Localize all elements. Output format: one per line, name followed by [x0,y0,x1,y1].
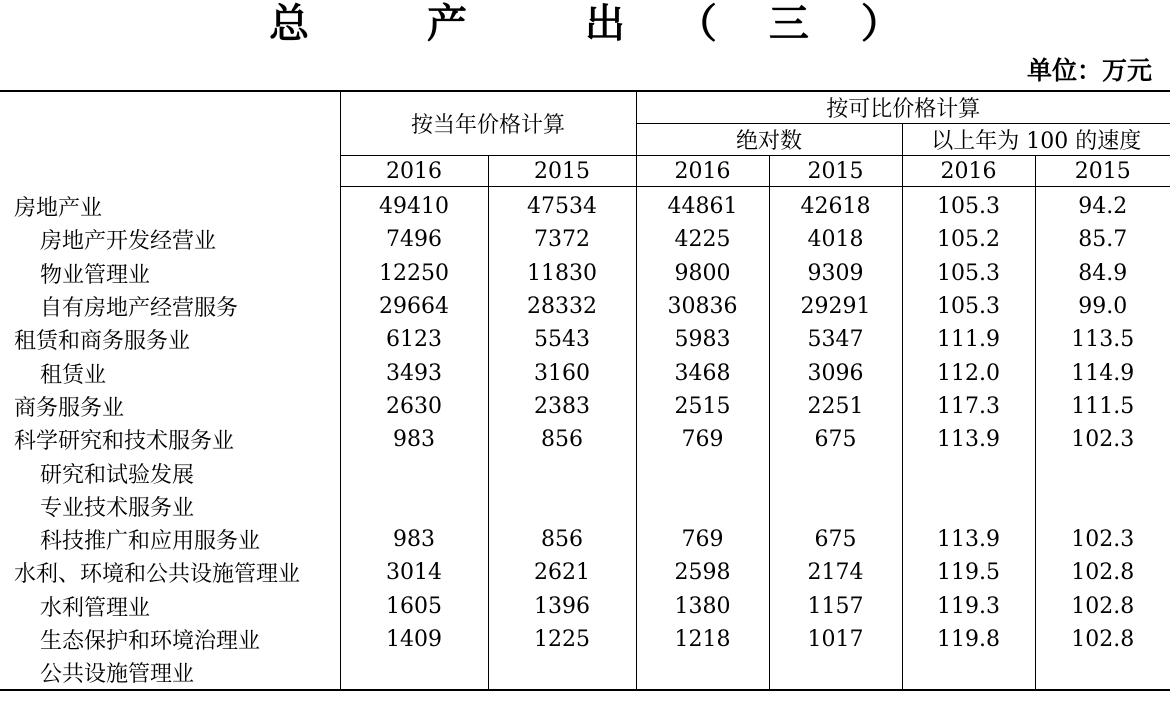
table-cell [636,656,769,690]
table-cell [769,490,902,523]
table-cell [1035,656,1170,690]
table-cell: 11830 [488,257,636,290]
table-cell: 1380 [636,590,769,623]
table-row [0,187,1170,224]
header-corner [0,91,340,187]
page-title: 总 产 出（三） [269,1,953,47]
table-cell [488,490,636,523]
table-cell: 2383 [488,390,636,423]
row-label: 科学研究和技术服务业 [14,429,235,455]
table-row [0,656,1170,690]
table-cell: 102.8 [1035,556,1170,589]
table-cell: 113.5 [1035,323,1170,356]
table-cell: 4018 [769,223,902,256]
table-cell: 1017 [769,623,902,656]
table-row [0,423,1170,456]
table-cell [902,656,1035,690]
table-cell: 3160 [488,356,636,389]
row-label: 公共设施管理业 [40,662,195,688]
row-label: 租赁和商务服务业 [14,329,191,355]
table-cell: 2251 [769,390,902,423]
header-year: 2016 [340,156,488,187]
row-label: 房地产业 [14,195,103,221]
table-cell [769,656,902,690]
table-cell: 1225 [488,623,636,656]
table-cell: 102.8 [1035,623,1170,656]
table-cell: 5983 [636,323,769,356]
table-cell: 111.5 [1035,390,1170,423]
table-row [0,556,1170,589]
table-cell: 7496 [340,223,488,256]
row-label: 科技推广和应用服务业 [40,529,261,555]
table-cell: 675 [769,523,902,556]
table-cell: 7372 [488,223,636,256]
table-cell [340,490,488,523]
header-comparable-price: 按可比价格计算 [636,91,1170,124]
table-cell: 111.9 [902,323,1035,356]
table-header [0,91,1170,187]
table-row [0,523,1170,556]
header-current-price: 按当年价格计算 [340,91,636,156]
table-cell [488,456,636,489]
table-cell: 119.8 [902,623,1035,656]
table-cell: 856 [488,423,636,456]
table-cell: 102.3 [1035,523,1170,556]
table-cell: 44861 [636,187,769,224]
header-year: 2016 [902,156,1035,187]
table-cell: 84.9 [1035,257,1170,290]
row-label: 自有房地产经营服务 [40,296,239,322]
table-cell: 29291 [769,290,902,323]
table-cell: 983 [340,423,488,456]
table-cell [1035,490,1170,523]
table-cell: 12250 [340,257,488,290]
table-cell: 1605 [340,590,488,623]
table-cell: 856 [488,523,636,556]
table-row [0,223,1170,256]
table-cell: 983 [340,523,488,556]
header-speed: 以上年为 100 的速度 [902,124,1170,156]
table-cell: 9309 [769,257,902,290]
table-cell: 769 [636,523,769,556]
table-cell: 85.7 [1035,223,1170,256]
table-cell [902,490,1035,523]
table-row [0,456,1170,489]
row-label: 专业技术服务业 [40,495,195,521]
header-absolute: 绝对数 [636,124,902,156]
table-cell: 105.3 [902,257,1035,290]
table-cell: 49410 [340,187,488,224]
table-cell: 3014 [340,556,488,589]
table-cell [902,456,1035,489]
table-cell: 119.3 [902,590,1035,623]
table-cell: 30836 [636,290,769,323]
table-cell: 1218 [636,623,769,656]
table-body [0,187,1170,691]
table-cell: 1157 [769,590,902,623]
table-row [0,356,1170,389]
row-label: 商务服务业 [14,395,125,421]
table-row [0,490,1170,523]
table-cell: 113.9 [902,523,1035,556]
table-cell: 1409 [340,623,488,656]
table-cell: 42618 [769,187,902,224]
table-cell: 5347 [769,323,902,356]
table-cell: 769 [636,423,769,456]
table-cell: 6123 [340,323,488,356]
table-cell [636,456,769,489]
table-cell: 28332 [488,290,636,323]
table-cell [636,490,769,523]
table-cell: 2598 [636,556,769,589]
unit-label: 单位：万元 [1026,56,1152,85]
table-cell [340,656,488,690]
table-row [0,590,1170,623]
output-table [0,90,1170,691]
table-row [0,323,1170,356]
table-cell: 1396 [488,590,636,623]
table-cell: 29664 [340,290,488,323]
header-year: 2015 [488,156,636,187]
table-cell: 105.2 [902,223,1035,256]
table-cell: 113.9 [902,423,1035,456]
table-cell: 3096 [769,356,902,389]
table-cell [1035,456,1170,489]
header-year: 2016 [636,156,769,187]
table-row [0,257,1170,290]
table-cell: 99.0 [1035,290,1170,323]
table-row [0,390,1170,423]
header-year: 2015 [769,156,902,187]
table-cell: 9800 [636,257,769,290]
table-cell: 2174 [769,556,902,589]
row-label: 水利管理业 [40,595,151,621]
table-cell: 119.5 [902,556,1035,589]
table-cell: 114.9 [1035,356,1170,389]
table-cell: 2630 [340,390,488,423]
table-cell: 47534 [488,187,636,224]
table-cell [769,456,902,489]
header-year: 2015 [1035,156,1170,187]
row-label: 物业管理业 [40,262,151,288]
table-cell: 2621 [488,556,636,589]
table-cell: 105.3 [902,290,1035,323]
table-cell: 5543 [488,323,636,356]
row-label: 研究和试验发展 [40,462,195,488]
table-cell [488,656,636,690]
table-cell: 112.0 [902,356,1035,389]
table-cell [340,456,488,489]
table-cell: 102.3 [1035,423,1170,456]
table-cell: 2515 [636,390,769,423]
row-label: 生态保护和环境治理业 [40,629,261,654]
table-row [0,290,1170,323]
table-cell: 117.3 [902,390,1035,423]
table-cell: 105.3 [902,187,1035,224]
row-label: 房地产开发经营业 [40,229,217,255]
row-label: 水利、环境和公共设施管理业 [14,562,301,588]
row-label: 租赁业 [40,362,107,388]
table-cell: 102.8 [1035,590,1170,623]
table-row [0,623,1170,656]
table-cell: 675 [769,423,902,456]
table-cell: 3468 [636,356,769,389]
table-cell: 3493 [340,356,488,389]
table-cell: 94.2 [1035,187,1170,224]
table-cell: 4225 [636,223,769,256]
